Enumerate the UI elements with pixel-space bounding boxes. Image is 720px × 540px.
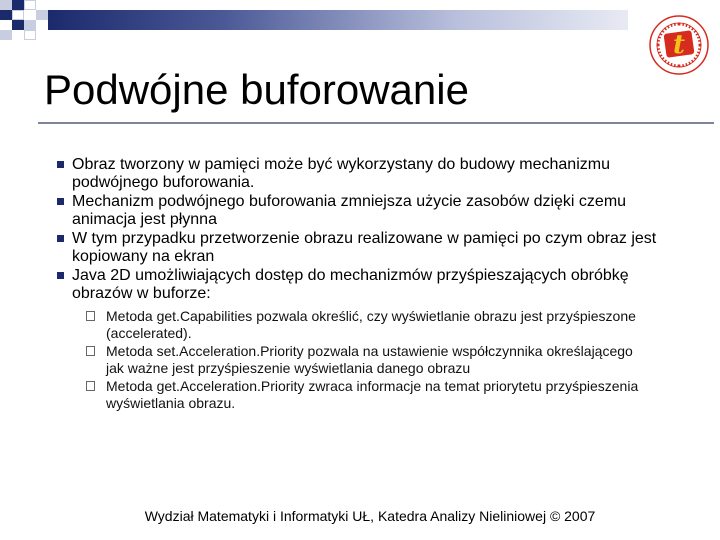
slide-footer: Wydział Matematyki i Informatyki UŁ, Katedra Analizy Nieliniowej © 2007	[144, 508, 596, 524]
hollow-square-bullet-icon	[86, 346, 95, 356]
sub-bullet-text: Metoda set.Acceleration.Priority pozwala na ustawienie współczynnika określającego jak ważne jest przyśpieszenie wyświetlania danego obrazu	[106, 343, 633, 376]
decor-square	[12, 20, 24, 30]
hollow-square-bullet-icon	[86, 381, 95, 391]
sub-bullet-item	[80, 343, 640, 377]
sub-bullet-text: Metoda get.Acceleration.Priority zwraca informacje na temat priorytetu przyśpieszenia wyświetlania obrazu.	[106, 378, 639, 411]
decor-square	[12, 10, 24, 20]
decor-square	[12, 0, 24, 10]
sub-bullet-list	[80, 308, 640, 412]
bullet-text: Obraz tworzony w pamięci może być wykorzystany do budowy mechanizmu podwójnego buforowania.	[72, 156, 610, 191]
bullet-text: Mechanizm podwójnego buforowania zmniejsza użycie zasobów dzięki czemu animacja jest płynna	[72, 193, 627, 228]
square-bullet-icon	[57, 198, 64, 205]
bullet-text: Java 2D umożliwiających dostęp do mechanizmów przyśpieszających obróbkę obrazów w buforze:	[72, 267, 629, 302]
decor-square	[36, 10, 48, 20]
decor-square	[24, 0, 36, 10]
square-bullet-icon	[57, 272, 64, 279]
decor-square	[24, 20, 36, 30]
university-logo	[648, 14, 710, 76]
bullet-item	[46, 156, 686, 192]
decor-square	[0, 0, 12, 10]
sub-bullet-text: Metoda get.Capabilities pozwala określić, czy wyświetlanie obrazu jest przyśpieszone (accelerated).	[106, 308, 636, 341]
decor-square	[0, 30, 12, 40]
header-gradient-bar	[48, 10, 628, 30]
bullet-item	[46, 230, 686, 266]
slide-title: Podwójne buforowanie	[44, 66, 469, 113]
logo-letter: t	[672, 30, 686, 60]
bullet-text: W tym przypadku przetworzenie obrazu realizowane w pamięci po czym obraz jest kopiowany na ekran	[72, 230, 657, 265]
bullet-list	[46, 156, 686, 413]
sub-bullet-item	[80, 378, 640, 412]
bullet-item	[46, 267, 686, 412]
title-divider	[38, 122, 714, 124]
bullet-item	[46, 193, 686, 229]
hollow-square-bullet-icon	[86, 311, 95, 321]
sub-bullet-item	[80, 308, 640, 342]
square-bullet-icon	[57, 235, 64, 242]
decor-square	[24, 30, 36, 40]
decor-square	[0, 10, 12, 20]
square-bullet-icon	[57, 161, 64, 168]
